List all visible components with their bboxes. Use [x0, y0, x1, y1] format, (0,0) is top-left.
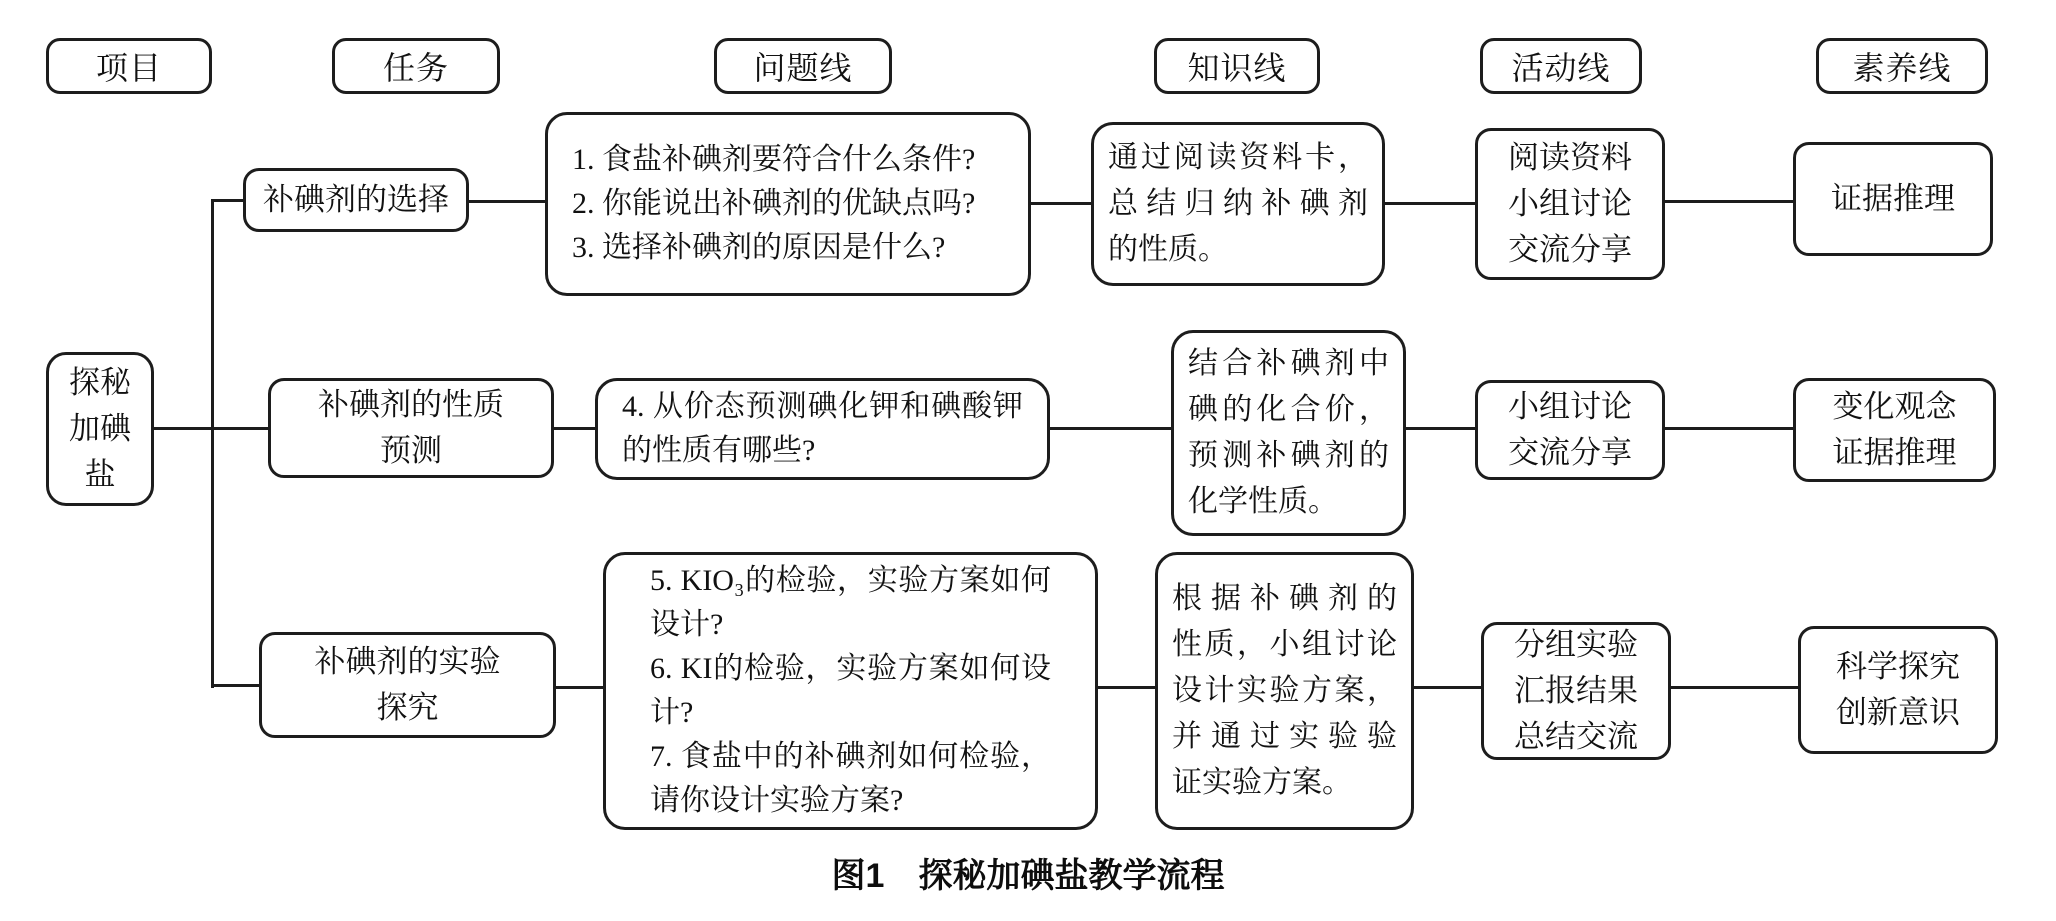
knowledge-line: 根据补碘剂的 — [1172, 582, 1397, 615]
connector-question1-knowledge1 — [1029, 202, 1091, 205]
column-header-task: 任务 — [332, 38, 500, 94]
question-item: 7. 食盐中的补碘剂如何检验，请你设计实验方案? — [650, 740, 1051, 817]
column-header-knowledge-line: 知识线 — [1154, 38, 1320, 94]
knowledge-line: 并通过实验验 — [1172, 720, 1397, 753]
activity-line: 总结交流 — [1514, 719, 1638, 754]
project-box — [46, 352, 154, 506]
connector-activity3-literacy3 — [1670, 686, 1798, 689]
activity-line: 小组讨论 — [1508, 389, 1632, 424]
activity-line: 交流分享 — [1508, 232, 1632, 267]
task-box-1 — [243, 168, 469, 232]
task-box-2-label: 补碘剂的性质 — [318, 387, 504, 422]
activity-box-2 — [1475, 380, 1665, 480]
activity-line: 小组讨论 — [1508, 186, 1632, 221]
question-item: 5. KIO₃的检验，实验方案如何设计? — [650, 564, 1051, 641]
literacy-line: 创新意识 — [1836, 695, 1960, 730]
column-header-literacy-line: 素养线 — [1816, 38, 1988, 94]
knowledge-line: 证实验方案。 — [1172, 766, 1352, 799]
task-box-1-label: 补碘剂的选择 — [263, 182, 449, 217]
question-item: 3. 选择补碘剂的原因是什么? — [572, 231, 946, 264]
connector-activity1-literacy1 — [1662, 200, 1793, 203]
question-box-3 — [603, 552, 1098, 830]
connector-trunk-to-task1 — [211, 199, 243, 202]
connector-task3-question3 — [556, 686, 603, 689]
connector-knowledge3-activity3 — [1414, 686, 1481, 689]
activity-line: 分组实验 — [1514, 627, 1638, 662]
question-box-2 — [595, 378, 1050, 480]
knowledge-line: 碘的化合价， — [1188, 393, 1389, 426]
literacy-box-1 — [1793, 142, 1993, 256]
knowledge-line: 结合补碘剂中 — [1188, 347, 1389, 380]
column-header-project: 项目 — [46, 38, 212, 94]
literacy-line: 科学探究 — [1836, 649, 1960, 684]
figure-caption: 图1 探秘加碘盐教学流程 — [831, 857, 1225, 895]
connector-task1-question1 — [468, 200, 548, 203]
activity-box-3 — [1481, 622, 1671, 760]
activity-line: 汇报结果 — [1514, 673, 1638, 708]
knowledge-box-2 — [1171, 330, 1406, 536]
task-box-3 — [259, 632, 556, 738]
project-box-line: 加碘 — [69, 411, 131, 446]
question-item: 4. 从价态预测碘化钾和碘酸钾的性质有哪些? — [622, 390, 1023, 467]
question-item: 2. 你能说出补碘剂的优缺点吗? — [572, 187, 976, 220]
knowledge-line: 通过阅读资料卡， — [1108, 141, 1368, 174]
task-box-2 — [268, 378, 554, 478]
literacy-box-3 — [1798, 626, 1998, 754]
connector-trunk-to-task3 — [211, 684, 259, 687]
literacy-box-2 — [1793, 378, 1996, 482]
column-header-question-line: 问题线 — [714, 38, 892, 94]
knowledge-line: 总结归纳补碘剂 — [1108, 187, 1368, 220]
task-box-3-label: 补碘剂的实验 — [314, 644, 501, 679]
connector-question2-knowledge2 — [1050, 427, 1171, 430]
activity-line: 交流分享 — [1508, 435, 1632, 470]
knowledge-line: 性质，小组讨论 — [1172, 628, 1397, 661]
task-box-2-label: 预测 — [380, 433, 442, 468]
connector-knowledge2-activity2 — [1406, 427, 1475, 430]
connector-question3-knowledge3 — [1098, 686, 1155, 689]
question-item: 1. 食盐补碘剂要符合什么条件? — [572, 143, 976, 176]
knowledge-line: 化学性质。 — [1188, 485, 1338, 518]
question-item: 6. KI的检验，实验方案如何设计? — [650, 652, 1051, 729]
connector-trunk-line — [211, 199, 214, 688]
knowledge-box-3 — [1155, 552, 1414, 830]
project-box-line: 探秘 — [69, 365, 131, 400]
literacy-line: 证据推理 — [1831, 181, 1955, 216]
connector-project-to-trunk — [154, 427, 268, 430]
column-header-activity-line: 活动线 — [1480, 38, 1642, 94]
knowledge-box-1 — [1091, 122, 1385, 286]
task-box-3-label: 探究 — [376, 690, 439, 725]
knowledge-line: 设计实验方案， — [1172, 674, 1397, 707]
activity-box-1 — [1475, 128, 1665, 280]
connector-activity2-literacy2 — [1662, 427, 1793, 430]
question-box-1 — [545, 112, 1031, 296]
activity-line: 阅读资料 — [1508, 140, 1632, 175]
literacy-line: 变化观念 — [1832, 389, 1957, 424]
knowledge-line: 预测补碘剂的 — [1188, 439, 1389, 472]
connector-task2-question2 — [554, 427, 595, 430]
project-box-line: 盐 — [84, 457, 116, 492]
knowledge-line: 的性质。 — [1108, 233, 1228, 266]
literacy-line: 证据推理 — [1832, 435, 1957, 470]
connector-knowledge1-activity1 — [1382, 202, 1475, 205]
